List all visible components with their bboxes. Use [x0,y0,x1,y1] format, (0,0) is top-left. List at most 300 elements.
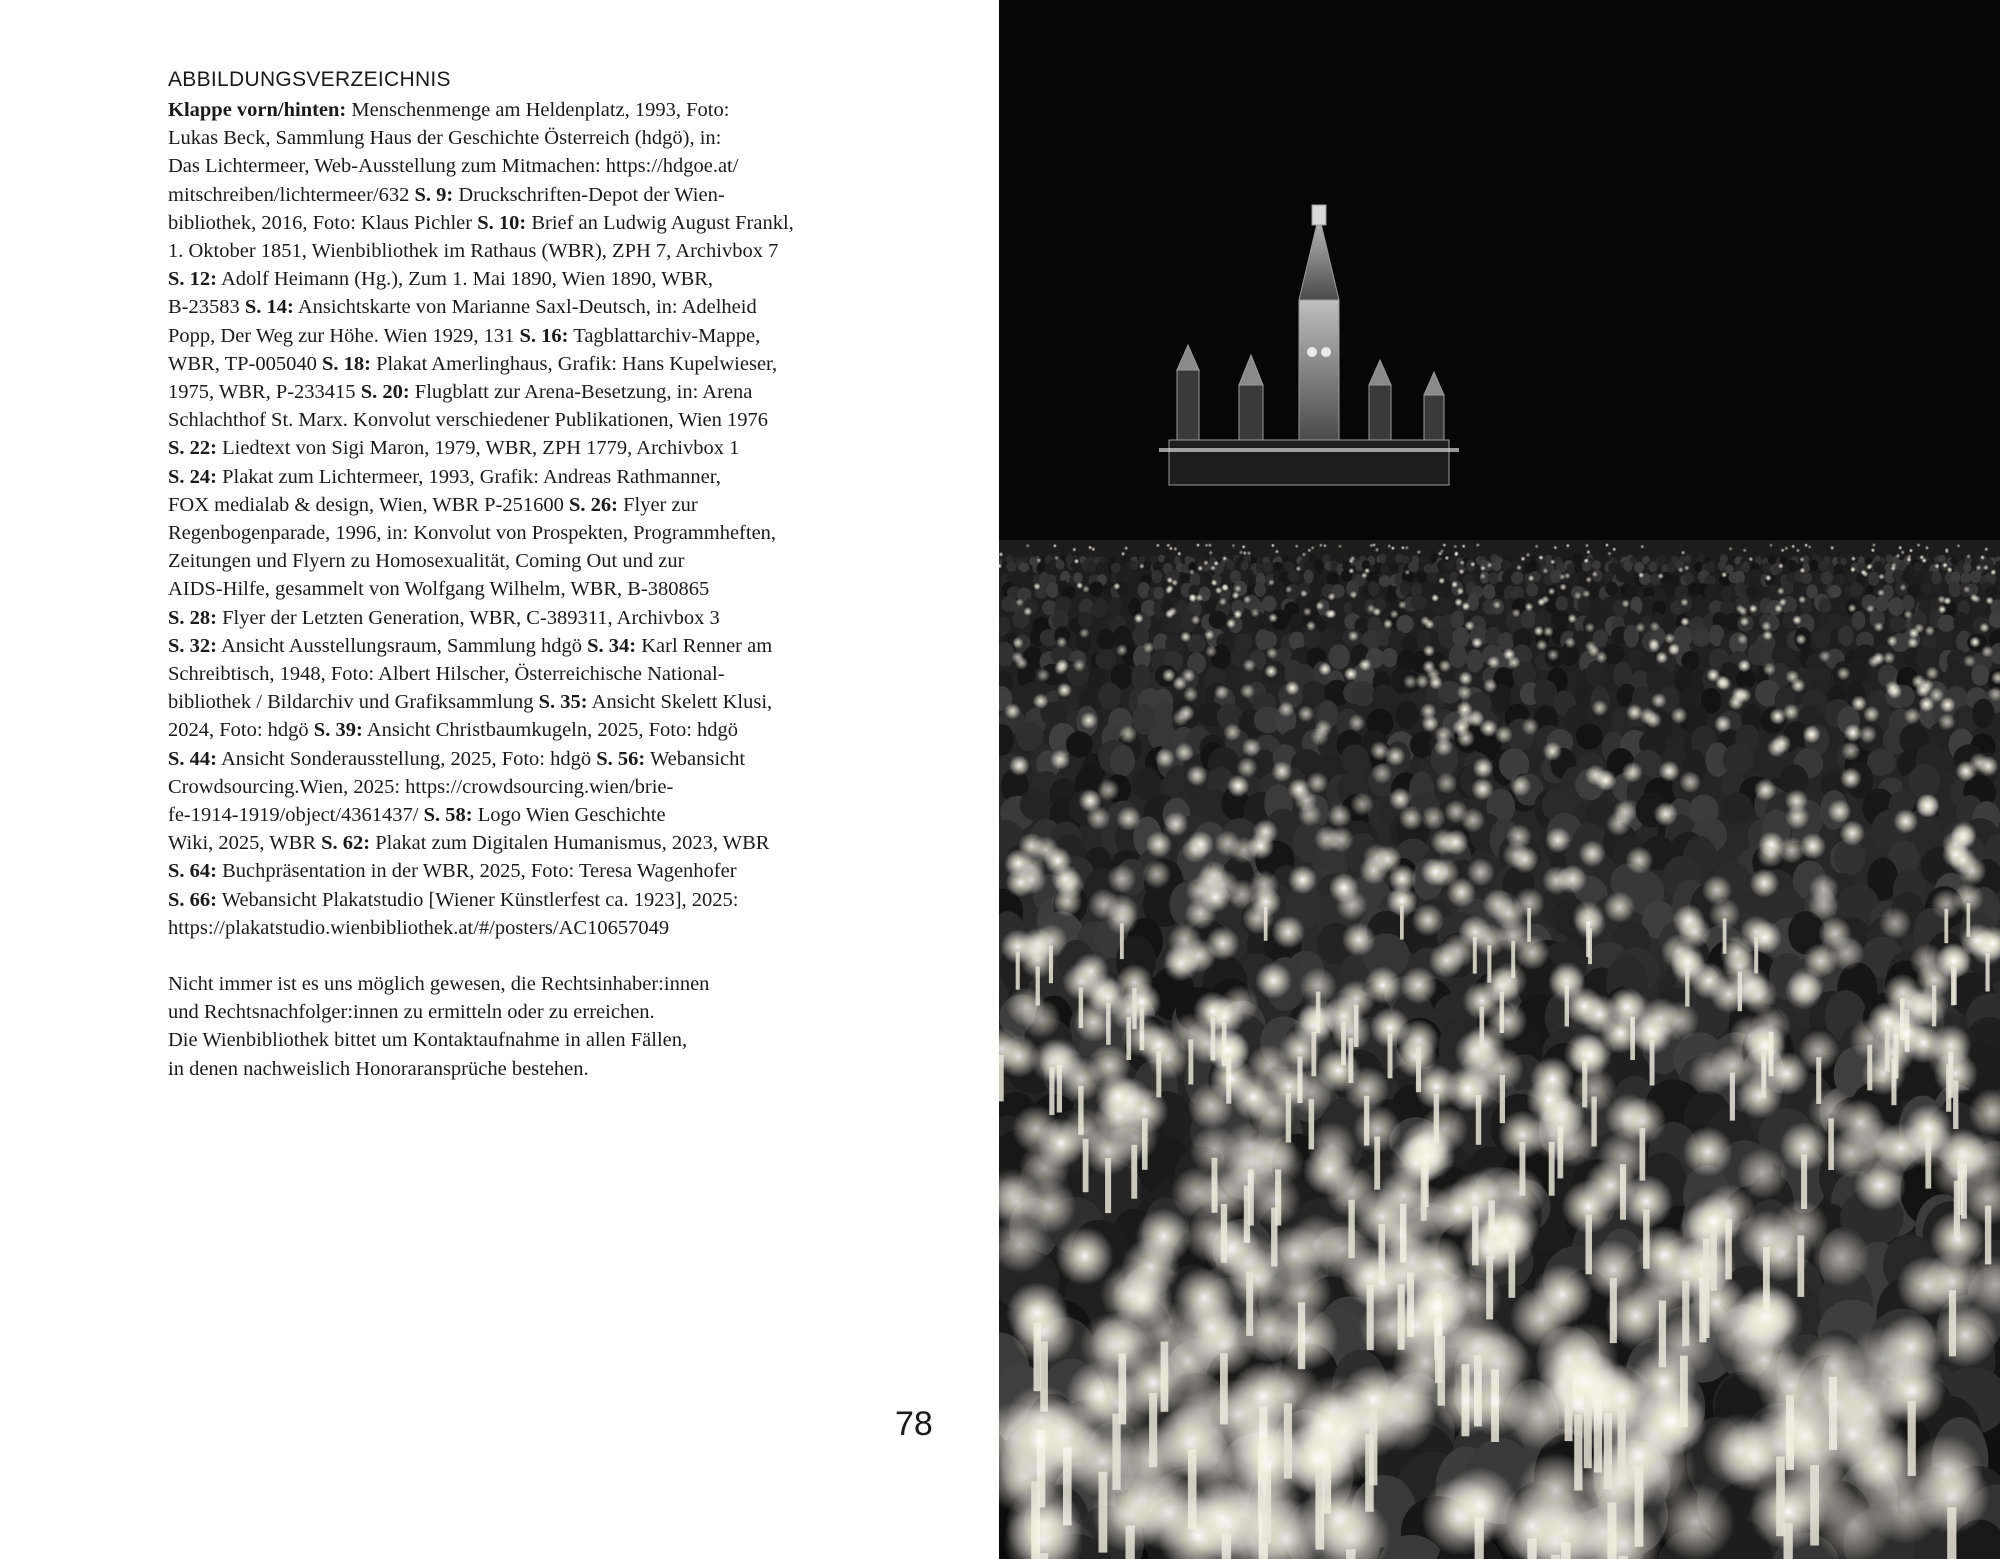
candle-glow [1983,565,1989,571]
crowd-head [1410,583,1422,597]
candle-glow [1401,546,1405,550]
crowd-head [1834,563,1844,575]
candle-glow [1566,544,1570,548]
crowd-head [1304,569,1314,583]
candle-glow [1702,875,1732,905]
page-ref: S. 39: [313,719,363,742]
candle-glow [1543,741,1563,761]
candle-glow [1947,567,1953,573]
candle-glow [1134,614,1144,624]
candle-glow [1466,858,1495,887]
candle-glow [1863,706,1880,723]
candle-glow [1639,707,1656,724]
crowd-head [1262,596,1276,612]
credit-text: Webansicht [645,747,746,770]
candle-glow [1422,660,1435,673]
candle-glow [1124,546,1128,550]
candle-glow [1548,588,1556,596]
candle-glow [1227,775,1249,797]
candle-glow [1316,602,1325,611]
candle-glow [1938,713,1955,730]
candle-glow [1183,687,1198,702]
candle-stick [1480,1007,1485,1050]
candle-glow [1690,962,1727,999]
candle-glow [1197,565,1203,571]
crowd-head [1020,789,1051,821]
credit-text: Ansicht Christbaumkugeln, 2025, Foto: hdgö [362,719,739,742]
candle-glow [1521,718,1539,736]
candle-glow [1242,545,1246,549]
candle-glow [1348,631,1359,642]
page-ref: Klappe vorn/hinten: [168,99,347,121]
candle-stick [1640,1128,1646,1181]
crowd-head [1130,561,1138,571]
candle-glow [1442,829,1469,856]
candle-glow [1550,559,1555,564]
crowd-head [1132,664,1152,690]
candle-glow [1222,584,1229,591]
crowd-head [1720,586,1732,601]
candle-glow [1056,659,1069,672]
credit-line [168,406,848,434]
candle-glow [1605,543,1609,547]
candle-glow [1288,1214,1345,1271]
crowd-head [1888,597,1904,616]
page-ref: S. 26: [569,493,618,516]
notice-line: und Rechtsnachfolger:innen zu ermitteln oder zu erreichen. [168,1001,655,1024]
candle-glow [1451,581,1458,588]
candle-glow [1300,590,1308,598]
candle-glow [1839,820,1865,846]
candle-stick [1618,1408,1626,1484]
credit-text: Logo Wien Geschichte [472,804,666,827]
candle-glow [1476,543,1480,547]
credit-text: Flyer der Letzten Generation, WBR, C-389311, Archivbox 3 [216,606,720,629]
candle-glow [1234,585,1241,592]
credit-text: https://plakatstudio.wienbibliothek.at/#/posters/AC10657049 [168,916,670,939]
candle-stick [1246,1272,1253,1336]
page-ref: S. 28: [168,606,217,629]
candle-glow [1487,656,1500,669]
candle-glow [1210,565,1216,571]
candle-stick [1932,986,1936,1027]
candle-glow [1434,737,1453,756]
crowd-head [1555,596,1568,611]
credit-line [168,886,848,914]
crowd-head [1256,563,1264,573]
crowd-head [1052,610,1069,629]
candle-glow [1799,567,1805,573]
candle-glow [1296,566,1302,572]
candle-glow [1214,685,1229,700]
candle-glow [1841,741,1861,761]
candle-glow [1791,544,1795,548]
candle-glow [1155,748,1175,768]
candle-glow [1005,868,1035,898]
candle-glow [1547,1118,1596,1167]
candle-glow [1585,576,1592,583]
candle-glow [1438,551,1443,556]
candle-glow [1509,775,1531,797]
credit-text: Adolf Heimann (Hg.), Zum 1. Mai 1890, Wien 1890, WBR, [216,268,714,291]
candle-glow [1371,763,1392,784]
candle-glow [1240,684,1255,699]
candle-glow [1683,1127,1733,1177]
candle-glow [1963,586,1970,593]
candle-glow [1180,631,1191,642]
crowd-head [1351,681,1375,706]
candle-glow [1195,594,1203,602]
crowd-head [1953,612,1969,632]
crowd-head [1056,560,1065,570]
candle-glow [1429,675,1443,689]
candle-stick [1946,1064,1951,1111]
candle-glow [1297,802,1321,826]
candle-glow [1122,1016,1163,1057]
candle-glow [1233,610,1242,619]
candle-stick [1131,1145,1137,1199]
candle-glow [1922,558,1927,563]
crowd-head [1833,574,1845,586]
candle-stick [1438,1336,1446,1406]
candle-glow [1748,557,1753,562]
crowd-head [1153,587,1164,600]
candle-glow [1298,705,1315,722]
crowd-head [1288,571,1300,582]
figure-credits [168,96,848,942]
candle-glow [1223,723,1241,741]
credit-line [168,716,848,744]
candle-glow [1471,778,1494,801]
credit-line [168,96,848,124]
crowd-head [1698,554,1705,563]
crowd-head [1097,562,1105,571]
candle-glow [1442,543,1446,547]
crowd-head [1576,724,1603,750]
candle-glow [1404,569,1410,575]
crowd-head [1821,571,1833,584]
candle-glow [1237,757,1258,778]
candle-glow [1772,734,1791,753]
candle-glow [1605,1284,1668,1347]
crowd-head [1828,585,1841,598]
candle-glow [1757,840,1784,867]
candle-stick [1284,1403,1292,1478]
crowd-head [1648,562,1657,572]
crowd-head [1950,572,1961,584]
candle-glow [1592,700,1608,716]
crowd-head [1501,560,1511,570]
candle-glow [1938,605,1947,614]
candle-glow [1545,827,1571,853]
candle-glow [1429,943,1465,979]
candle-glow [1547,649,1559,661]
candle-glow [1026,544,1030,548]
crowd-head [1772,645,1793,666]
candle-glow [1638,572,1644,578]
page-ref: S. 14: [244,296,294,319]
crowd-head [1931,572,1941,586]
credit-text: Zeitungen und Flyern zu Homosexualität, Coming Out und zur [168,550,685,573]
crowd-head [1812,627,1830,648]
page-ref: S. 9: [414,183,454,206]
candle-glow [1945,548,1949,552]
crowd-head [1801,573,1812,584]
candle-glow [1348,568,1354,574]
candle-glow [1350,591,1358,599]
crowd-head [1492,561,1502,571]
credit-text: FOX medialab & design, Wien, WBR P-251600 [168,493,569,516]
candle-glow [1850,567,1856,573]
page-number: 78 [895,1405,933,1443]
candle-glow [1909,548,1913,552]
candle-glow [1370,741,1390,761]
candle-glow [1327,803,1352,828]
candle-glow [1174,743,1194,763]
credit-line [168,914,848,942]
page-ref: S. 22: [168,437,217,460]
candle-glow [1420,616,1430,626]
crowd-head [1402,635,1419,653]
candle-glow [1444,556,1449,561]
candle-glow [1453,544,1457,548]
candle-glow [1778,563,1784,569]
page-ref: S. 44: [168,747,217,770]
credit-text: 1975, WBR, P-233415 [168,381,361,404]
candle-glow [1958,857,1987,886]
crowd-head [1153,562,1162,572]
candle-glow [1779,598,1787,606]
candle-stick [1967,903,1971,937]
credit-line [168,378,848,406]
crowd-head [1327,572,1339,584]
candle-glow [1896,553,1901,558]
crowd-head [1949,582,1962,597]
credit-line [168,857,848,885]
crowd-head [1852,611,1866,630]
candle-glow [1925,666,1939,680]
candle-glow [1861,569,1867,575]
candle-glow [1684,565,1690,571]
crowd-head [1078,612,1093,629]
candle-glow [1196,543,1200,547]
candle-glow [1851,695,1867,711]
candle-glow [1976,565,1982,571]
credit-text: Schlachthof St. Marx. Konvolut verschiedener Publikationen, Wien 1976 [168,409,769,432]
candle-glow [1319,543,1323,547]
candle-glow [1255,962,1292,999]
candle-glow [1171,579,1178,586]
candle-glow [1445,1067,1490,1112]
candle-glow [1736,688,1751,703]
crowd-head [1120,569,1131,582]
crowd-head [1605,582,1618,596]
candle-glow [1737,634,1748,645]
crowd-head [1483,584,1496,600]
candle-glow [1480,565,1486,571]
candle-glow [1981,646,1993,658]
candle-glow [1565,637,1576,648]
candle-glow [1012,637,1023,648]
crowd-head [1019,563,1030,572]
credit-line [168,152,848,180]
candle-glow [1421,715,1439,733]
candle-glow [1872,652,1885,665]
candle-glow [1578,840,1605,867]
candle-glow [1163,946,1199,982]
candle-glow [1454,552,1459,557]
candle-glow [1804,543,1808,547]
crowd-head [1114,554,1121,564]
candle-glow [1904,707,1921,724]
candle-stick [1867,1045,1872,1091]
candle-glow [1307,1122,1357,1172]
crowd-head [1889,616,1906,633]
candle-glow [1848,604,1857,613]
candle-glow [1177,551,1182,556]
candle-stick [1132,988,1137,1029]
crowd-head [1254,583,1266,597]
candle-glow [1720,935,1755,970]
candle-glow [1736,604,1745,613]
candle-glow [1231,544,1235,548]
candle-glow [1535,544,1539,548]
crowd-head [1831,598,1847,616]
candle-glow [1242,738,1261,757]
candle-glow [1163,811,1188,836]
candle-stick [1348,1200,1354,1259]
candle-glow [1074,559,1079,564]
crowd-head [1838,626,1854,647]
candle-glow [1266,647,1278,659]
crowd-head [1971,664,1989,686]
candle-glow [1585,622,1595,632]
credit-text: Plakat zum Lichtermeer, 1993, Grafik: Andreas Rathmanner, [216,465,721,488]
notice-line: in denen nachweislich Honoraransprüche bestehen. [168,1057,589,1080]
candle-glow [1512,608,1521,617]
crowd-head [1411,595,1427,610]
candle-glow [1537,598,1545,606]
candle-glow [1934,563,1940,569]
candle-glow [1227,879,1258,910]
candle-glow [1612,547,1616,551]
candle-glow [1033,693,1049,709]
candle-glow [1253,819,1279,845]
crowd-head [1152,570,1163,583]
candle-glow [1056,636,1067,647]
candle-glow [1119,725,1137,743]
candle-glow [1826,1128,1876,1178]
candle-stick [1953,1080,1958,1129]
candle-stick [1149,1393,1157,1467]
candle-glow [1651,693,1667,709]
candle-glow [1955,761,1976,782]
candle-glow [1622,599,1630,607]
candle-glow [1116,644,1128,656]
candle-glow [1050,749,1070,769]
candle-stick [1388,1034,1393,1079]
candle-glow [1780,548,1784,552]
crowd-head [1373,684,1394,709]
candle-glow [1876,1123,1926,1173]
crowd-head [1328,644,1350,669]
candle-glow [1491,962,1528,999]
crowd-head [1309,581,1322,595]
candle-glow [1871,548,1875,552]
crowd-head [1818,561,1827,571]
candle-glow [1925,625,1936,636]
candle-glow [1361,572,1367,578]
candle-glow [1539,555,1544,560]
crowd-head [1400,581,1411,596]
candle-glow [1203,560,1208,565]
candle-stick [1944,909,1948,943]
crowd-head [1109,597,1122,616]
candle-glow [1021,999,1061,1039]
candlelight-crowd-photo [999,0,2000,1559]
crowd-head [1704,585,1717,599]
credit-text: Ansicht Sonderausstellung, 2025, Foto: hdgö [216,747,597,770]
candle-glow [1405,546,1409,550]
candle-glow [1564,573,1570,579]
candle-glow [1656,651,1669,664]
candle-glow [1802,725,1820,743]
candle-glow [1526,1077,1572,1123]
candle-glow [1165,609,1174,618]
candle-glow [1162,668,1176,682]
candle-glow [1295,544,1299,548]
crowd-head [1684,573,1695,584]
page-ref: S. 64: [168,860,217,883]
candle-glow [1978,756,1999,777]
candle-glow [1714,715,1732,733]
candle-glow [1798,596,1806,604]
candle-glow [1215,587,1222,594]
candle-glow [1878,573,1884,579]
candle-glow [1785,670,1799,684]
candle-glow [1173,547,1177,551]
crowd-head [1379,553,1386,563]
crowd-head [1488,572,1500,584]
candle-glow [1247,1044,1291,1088]
candle-glow [1142,860,1171,889]
crowd-head [1875,596,1889,612]
candle-stick [1810,1465,1819,1545]
candle-glow [1659,761,1680,782]
crowd-head [1241,561,1249,570]
candle-glow [1819,1359,1887,1427]
candle-glow [1830,546,1834,550]
crowd-head [1258,631,1277,649]
crowd-head [1006,561,1016,572]
candle-glow [1521,556,1526,561]
candle-glow [1076,582,1083,589]
candle-glow [1232,592,1240,600]
candle-glow [1143,642,1155,654]
candle-glow [1526,553,1531,558]
candle-glow [1635,1226,1693,1284]
candle-glow [1268,579,1275,586]
candle-stick [1908,1401,1916,1476]
candle-glow [1036,558,1041,563]
candle-glow [1877,589,1885,597]
candle-glow [1487,562,1493,568]
candle-glow [1493,601,1502,610]
credit-line [168,434,848,462]
crowd-head [1449,645,1467,669]
credit-text: mitschreiben/lichtermeer/632 [168,183,415,206]
page-ref: S. 34: [587,634,637,657]
